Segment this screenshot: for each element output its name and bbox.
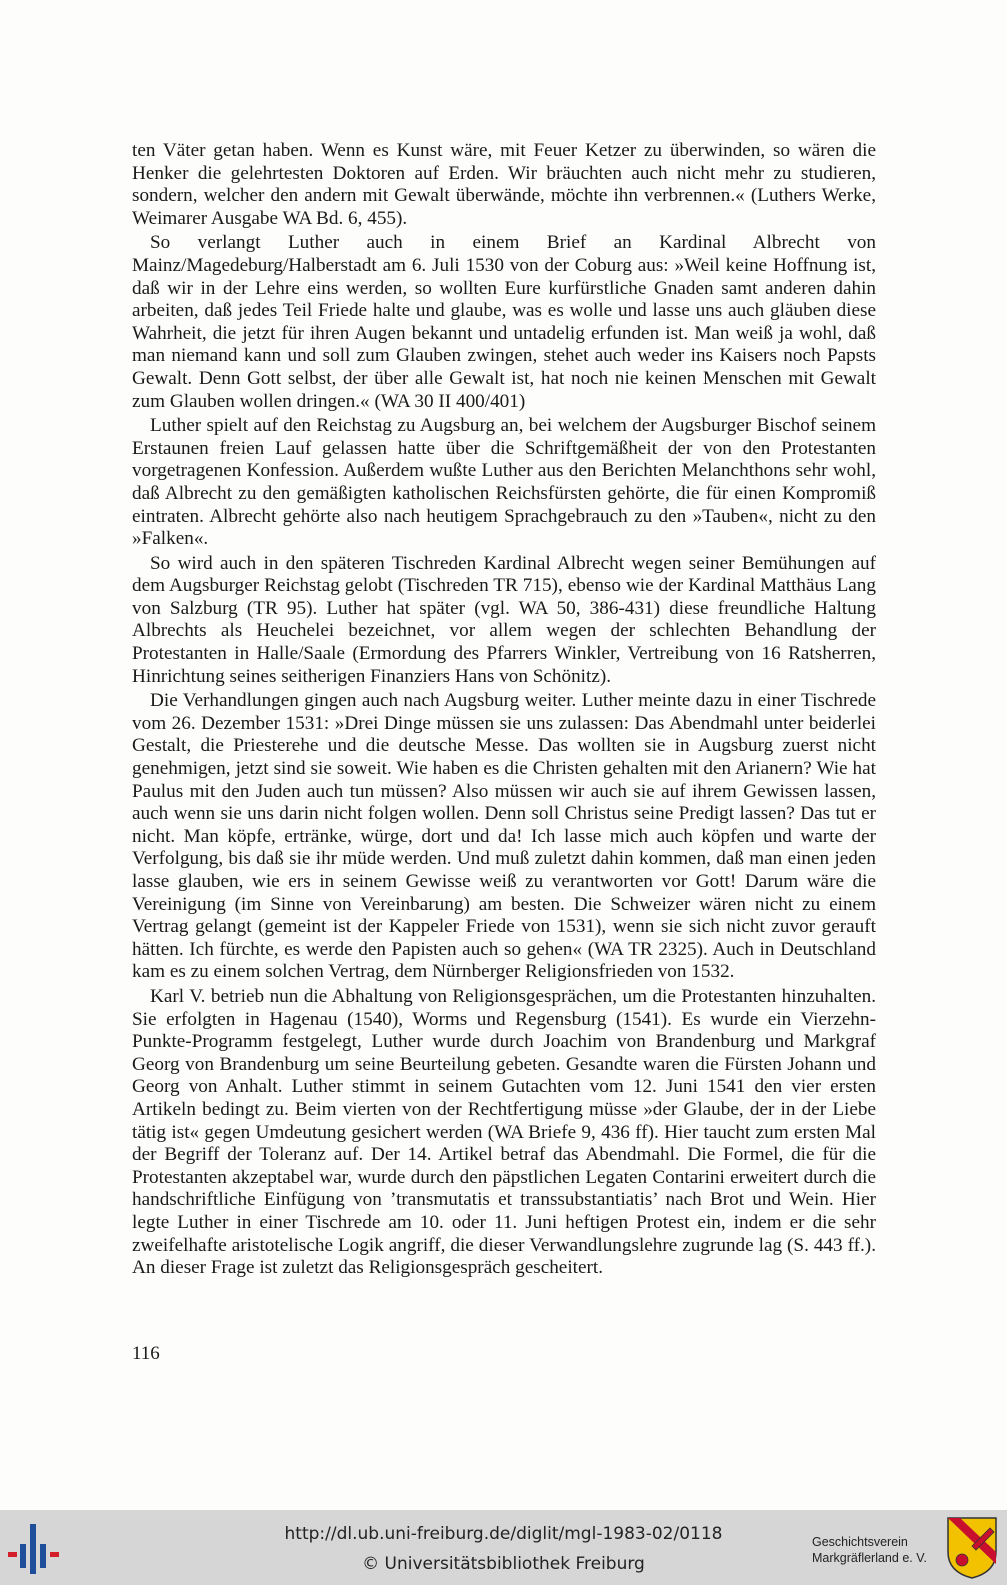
footer-bar	[0, 1510, 1007, 1585]
paragraph-3: Luther spielt auf den Reichstag zu Augsburg an, bei welchem der Augsburger Bischof seinem Erstaunen freien Lauf gelassen hatte über die Schriftgemäßheit der von den Protestanten vorgetragenen Konfession. Außerdem wußte Luther aus den Berichten Melanchthons sehr wohl, daß Albrecht zu den gemäßigten katholischen Reichsfürsten gehörte, die für einen Kompromiß eintraten. Albrecht gehörte also nach heutigem Sprachgebrauch zu den »Tauben«, nicht zu den »Falken«.	[132, 415, 876, 550]
paragraph-4: So wird auch in den späteren Tischreden Kardinal Albrecht wegen seiner Bemühungen auf dem Augsburger Reichstag gelobt (Tischreden TR 715), ebenso wie der Kardinal Matthäus Lang von Salzburg (TR 95). Luther hat später (vgl. WA 50, 386-431) diese freundliche Haltung Albrechts als Heuchelei bezeichnet, vor allem wegen der schlechten Behandlung der Protestanten in Halle/Saale (Ermordung des Pfarrers Winkler, Vertreibung von 16 Ratsherren, Hinrichtung seines seitherigen Finanziers Hans von Schönitz).	[132, 552, 876, 687]
coat-of-arms-icon	[946, 1516, 998, 1580]
copyright-text: © Universitätsbibliothek Freiburg	[362, 1554, 645, 1574]
society-name-line2: Markgräflerland e. V.	[812, 1551, 927, 1565]
paragraph-5: Die Verhandlungen gingen auch nach Augsburg weiter. Luther meinte dazu in einer Tischrede vom 26. Dezember 1531: »Drei Dinge müssen sie uns zulassen: Das Abendmahl unter beiderlei Gestalt, die Priesterehe und die deutsche Messe. Das wollten sie in Augsburg zuerst nicht genehmigen, jetzt sind sie soweit. Wie haben es die Christen gehalten mit den Arianern? Wie hat Paulus mit den Juden auch tun müssen? Also müssen wir auch sie auf ihrem Gewissen lassen, auch wenn sie uns darin nicht folgen wollen. Denn soll Christus seine Predigt lassen? Das tut er nicht. Man köpfe, ertränke, würge, dort und da! Ich lasse mich auch köpfen und warte der Verfolgung, bis daß sie ihr müde werden. Und muß zuletzt dahin kommen, daß man einen jeden lasse glauben, wie ers in seinem Gewisse weiß zu verantworten vor Gott! Darum wäre die Vereinigung (im Sinne von Vereinbarung) am besten. Die Schweizer wären nicht zu einem Vertrag gelangt (gemeint ist der Kappeler Friede von 1531), wenn sie sich nicht zuvor gerauft hätten. Ich fürchte, es werde den Papisten auch so gehen« (WA TR 2325). Auch in Deutschland kam es zu einem solchen Vertrag, dem Nürnberger Religionsfrieden von 1532.	[132, 690, 876, 983]
source-url-link[interactable]: http://dl.ub.uni-freiburg.de/diglit/mgl-1983-02/0118	[284, 1524, 723, 1544]
society-name	[812, 1534, 942, 1566]
page-number: 116	[132, 1343, 160, 1364]
paragraph-6: Karl V. betrieb nun die Abhaltung von Religionsgesprächen, um die Protestanten hinzuhalten. Sie erfolgten in Hagenau (1540), Worms und Regensburg (1541). Es wurde ein Vierzehn-Punkte-Programm festgelegt, Luther wurde durch Joachim von Brandenburg und Markgraf Georg von Brandenburg um seine Beurteilung gebeten. Gesandte waren die Fürsten Johann und Georg von Anhalt. Luther stimmt in seinem Gutachten vom 12. Juni 1541 den vier ersten Artikeln bedingt zu. Beim vierten von der Rechtfertigung müsse »der Glaube, der in der Liebe tätig ist« gegen Umdeutung gesichert werden (WA Briefe 9, 436 ff). Hier taucht zum ersten Mal der Begriff der Toleranz auf. Der 14. Artikel betraf das Abendmahl. Die Formel, die für die Protestanten akzeptabel war, wurde durch den päpstlichen Legaten Contarini erweitert durch die handschriftliche Einfügung von ’transmutatis et transsubstantiatis’ nach Brot und Wein. Hier legte Luther in einer Tischrede am 10. oder 11. Juni heftigen Protest ein, indem er die sehr zweifelhafte aristotelische Logik angriff, die dieser Verwandlungslehre zugrunde lag (S. 443 ff.). An dieser Frage ist zuletzt das Religionsgespräch gescheitert.	[132, 985, 876, 1279]
body-text	[132, 140, 876, 1282]
paragraph-2: So verlangt Luther auch in einem Brief an Kardinal Albrecht von Mainz/Magedeburg/Halberstadt am 6. Juli 1530 von der Coburg aus: »Weil keine Hoffnung ist, daß wir in der Lehre eins werden, so wollten Eure kurfürstliche Gnaden samt anderen dahin arbeiten, daß jedes Teil Friede halte und glaube, was es wolle und lasse uns auch gläuben diese Wahrheit, die jetzt für ihren Augen bekannt und untadelig erfunden ist. Man weiß ja wohl, daß man niemand kann und soll zum Glauben zwingen, stehet auch weder ins Kaisers noch Papsts Gewalt. Denn Gott selbst, der über alle Gewalt ist, hat noch nie keinen Menschen mit Gewalt zum Glauben wollen dringen.« (WA 30 II 400/401)	[132, 232, 876, 412]
paragraph-1: ten Väter getan haben. Wenn es Kunst wäre, mit Feuer Ketzer zu überwinden, so wären die Henker die gelehrtesten Doktoren auf Erden. Wir bräuchten auch nicht mehr zu studieren, sondern, welcher den andern mit Gewalt überwände, möchte ihn verbrennen.« (Luthers Werke, Weimarer Ausgabe WA Bd. 6, 455).	[132, 140, 876, 229]
society-name-line1: Geschichtsverein	[812, 1535, 908, 1549]
